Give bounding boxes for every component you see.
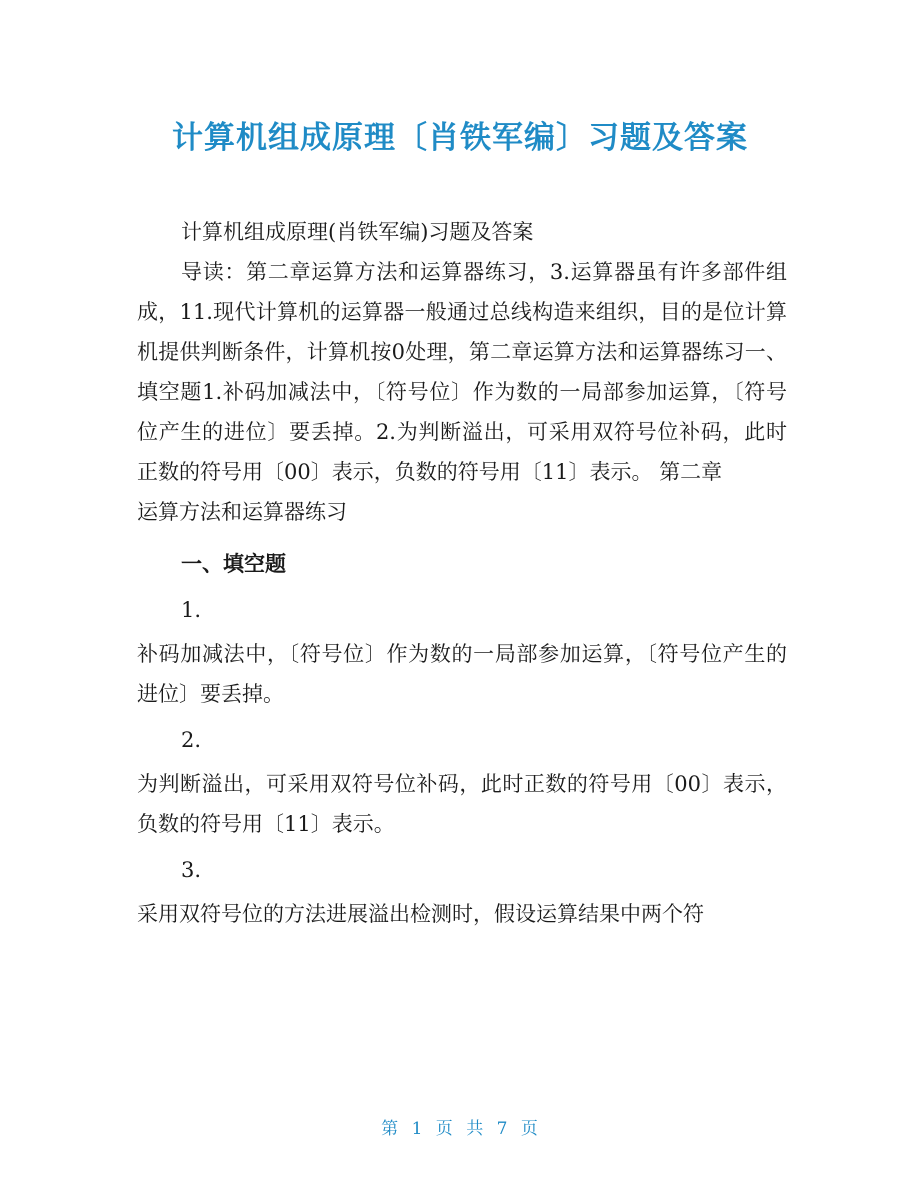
question-text: 为判断溢出，可采用双符号位补码，此时正数的符号用〔00〕表示，负数的符号用〔11〕表示。	[137, 772, 787, 836]
question-number: 1.	[181, 598, 202, 622]
question-number: 2.	[181, 728, 202, 752]
footer-total-unit: 页	[520, 1119, 539, 1139]
page-footer	[0, 1114, 920, 1139]
footer-prefix: 第	[381, 1119, 400, 1139]
question-text: 采用双符号位的方法进展溢出检测时，假设运算结果中两个符	[137, 902, 704, 926]
subtitle-line: 计算机组成原理(肖铁军编)习题及答案	[181, 220, 534, 244]
footer-total-pages: 7	[496, 1119, 509, 1139]
footer-total-prefix: 共	[466, 1119, 485, 1139]
chapter-line: 运算方法和运算器练习	[137, 500, 347, 524]
section-heading: 一、填空题	[181, 552, 286, 576]
question-text: 补码加减法中，〔符号位〕作为数的一局部参加运算，〔符号位产生的进位〕要丢掉。	[137, 642, 787, 706]
document-body	[137, 212, 787, 934]
footer-page-number: 1	[411, 1119, 424, 1139]
question-number: 3.	[181, 858, 202, 882]
footer-page-unit: 页	[435, 1119, 454, 1139]
document-title: 计算机组成原理〔肖铁军编〕习题及答案	[172, 120, 748, 156]
intro-paragraph: 导读：第二章运算方法和运算器练习，3.运算器虽有许多部件组成，11.现代计算机的运算器一般通过总线构造来组织，目的是位计算机提供判断条件，计算机按0处理，第二章运算方法和运算器练习一、填空题1.补码加减法中，〔符号位〕作为数的一局部参加运算，〔符号位产生的进位〕要丢掉。2.为判断溢出，可采用双符号位补码，此时正数的符号用〔00〕表示，负数的符号用〔11〕表示。 第二章	[137, 260, 787, 484]
